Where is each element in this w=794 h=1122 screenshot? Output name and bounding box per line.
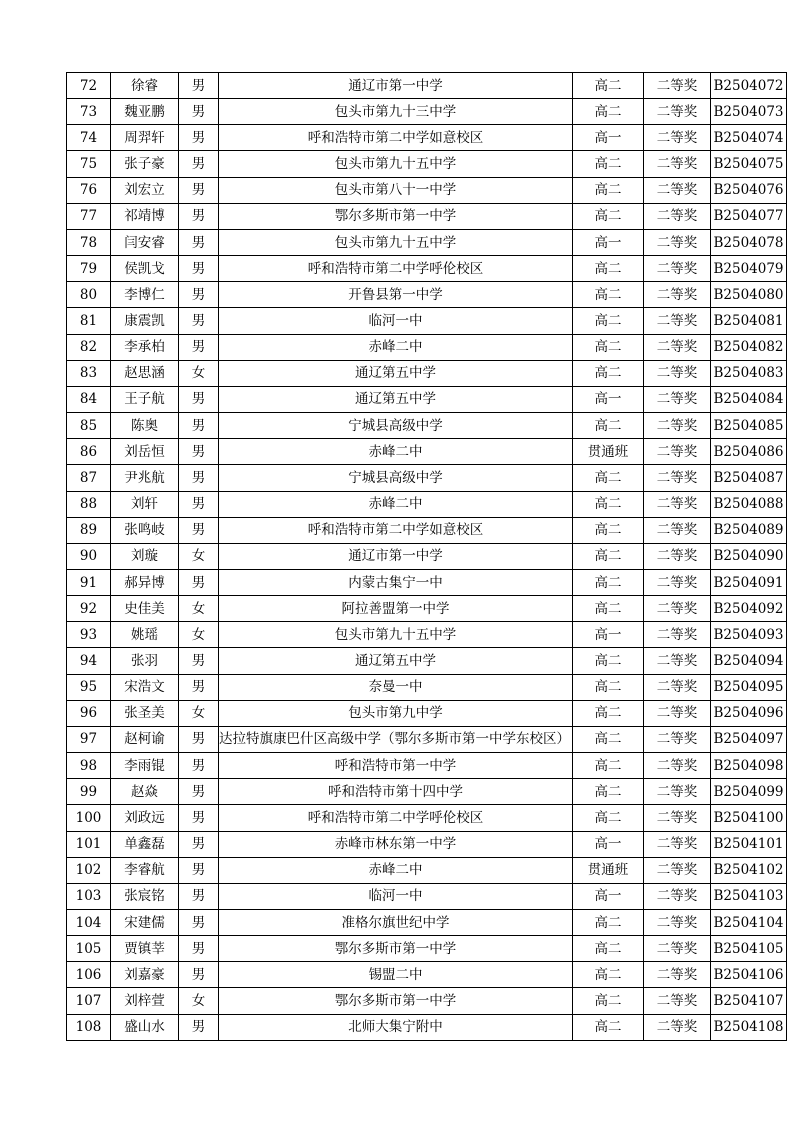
cell-student-name: 贾镇莘 [111, 936, 179, 962]
cell-school: 赤峰二中 [219, 439, 573, 465]
cell-award: 二等奖 [644, 282, 711, 308]
table-row [67, 151, 787, 177]
cell-grade: 高二 [573, 413, 644, 439]
table-row [67, 439, 787, 465]
cell-number: 92 [67, 596, 111, 622]
cell-number: 84 [67, 386, 111, 412]
table-row [67, 177, 787, 203]
cell-school: 包头市第九中学 [219, 700, 573, 726]
cell-number: 74 [67, 125, 111, 151]
cell-gender: 女 [179, 543, 219, 569]
cell-grade: 贯通班 [573, 439, 644, 465]
cell-gender: 男 [179, 648, 219, 674]
cell-student-name: 张宸铭 [111, 883, 179, 909]
cell-gender: 男 [179, 308, 219, 334]
cell-school: 准格尔旗世纪中学 [219, 910, 573, 936]
cell-student-name: 郝异博 [111, 569, 179, 595]
cell-gender: 男 [179, 805, 219, 831]
cell-school: 鄂尔多斯市第一中学 [219, 988, 573, 1014]
cell-award: 二等奖 [644, 177, 711, 203]
award-table-body [67, 73, 787, 1041]
cell-award: 二等奖 [644, 151, 711, 177]
cell-student-name: 姚瑶 [111, 622, 179, 648]
cell-student-name: 赵柯谕 [111, 726, 179, 752]
cell-student-name: 闫安睿 [111, 229, 179, 255]
cell-gender: 男 [179, 726, 219, 752]
cell-number: 82 [67, 334, 111, 360]
cell-award: 二等奖 [644, 805, 711, 831]
cell-grade: 高二 [573, 99, 644, 125]
cell-gender: 男 [179, 517, 219, 543]
cell-number: 94 [67, 648, 111, 674]
cell-gender: 男 [179, 936, 219, 962]
cell-award: 二等奖 [644, 910, 711, 936]
cell-school: 宁城县高级中学 [219, 465, 573, 491]
cell-award: 二等奖 [644, 413, 711, 439]
cell-grade: 高二 [573, 962, 644, 988]
cell-award: 二等奖 [644, 700, 711, 726]
cell-grade: 高二 [573, 569, 644, 595]
table-row [67, 465, 787, 491]
cell-school: 临河一中 [219, 883, 573, 909]
cell-student-name: 单鑫磊 [111, 831, 179, 857]
table-row [67, 334, 787, 360]
table-row [67, 596, 787, 622]
cell-gender: 女 [179, 360, 219, 386]
cell-gender: 女 [179, 988, 219, 1014]
cell-school: 呼和浩特市第二中学如意校区 [219, 125, 573, 151]
cell-grade: 高二 [573, 779, 644, 805]
cell-gender: 男 [179, 569, 219, 595]
cell-student-name: 张子豪 [111, 151, 179, 177]
cell-award: 二等奖 [644, 962, 711, 988]
cell-student-name: 刘轩 [111, 491, 179, 517]
cell-gender: 男 [179, 779, 219, 805]
cell-award: 二等奖 [644, 334, 711, 360]
cell-gender: 男 [179, 674, 219, 700]
cell-gender: 男 [179, 256, 219, 282]
table-row [67, 413, 787, 439]
cell-number: 85 [67, 413, 111, 439]
cell-student-name: 徐睿 [111, 73, 179, 99]
cell-certificate-number: B2504086 [711, 439, 787, 465]
table-row [67, 779, 787, 805]
cell-number: 89 [67, 517, 111, 543]
cell-gender: 男 [179, 386, 219, 412]
cell-number: 98 [67, 753, 111, 779]
table-row [67, 491, 787, 517]
cell-award: 二等奖 [644, 465, 711, 491]
cell-gender: 女 [179, 700, 219, 726]
cell-award: 二等奖 [644, 256, 711, 282]
cell-certificate-number: B2504091 [711, 569, 787, 595]
cell-certificate-number: B2504078 [711, 229, 787, 255]
cell-grade: 高二 [573, 648, 644, 674]
cell-number: 99 [67, 779, 111, 805]
cell-school: 通辽第五中学 [219, 360, 573, 386]
cell-certificate-number: B2504084 [711, 386, 787, 412]
table-row [67, 962, 787, 988]
cell-gender: 男 [179, 203, 219, 229]
cell-certificate-number: B2504108 [711, 1014, 787, 1040]
cell-school: 包头市第八十一中学 [219, 177, 573, 203]
cell-gender: 男 [179, 857, 219, 883]
cell-certificate-number: B2504077 [711, 203, 787, 229]
cell-certificate-number: B2504082 [711, 334, 787, 360]
cell-grade: 高二 [573, 360, 644, 386]
table-row [67, 517, 787, 543]
cell-number: 96 [67, 700, 111, 726]
cell-grade: 高二 [573, 73, 644, 99]
cell-grade: 高二 [573, 282, 644, 308]
cell-gender: 男 [179, 439, 219, 465]
cell-student-name: 尹兆航 [111, 465, 179, 491]
cell-gender: 男 [179, 491, 219, 517]
cell-certificate-number: B2504093 [711, 622, 787, 648]
cell-certificate-number: B2504107 [711, 988, 787, 1014]
table-row [67, 753, 787, 779]
cell-student-name: 康震凯 [111, 308, 179, 334]
cell-school: 临河一中 [219, 308, 573, 334]
cell-grade: 高二 [573, 753, 644, 779]
cell-award: 二等奖 [644, 543, 711, 569]
cell-number: 93 [67, 622, 111, 648]
cell-number: 103 [67, 883, 111, 909]
cell-award: 二等奖 [644, 308, 711, 334]
cell-number: 72 [67, 73, 111, 99]
cell-gender: 男 [179, 962, 219, 988]
cell-award: 二等奖 [644, 648, 711, 674]
cell-student-name: 李承柏 [111, 334, 179, 360]
table-row [67, 256, 787, 282]
table-row [67, 308, 787, 334]
cell-student-name: 张鸣岐 [111, 517, 179, 543]
cell-school: 呼和浩特市第二中学呼伦校区 [219, 256, 573, 282]
cell-award: 二等奖 [644, 596, 711, 622]
cell-gender: 男 [179, 177, 219, 203]
table-row [67, 125, 787, 151]
cell-school: 包头市第九十三中学 [219, 99, 573, 125]
cell-grade: 高二 [573, 543, 644, 569]
cell-grade: 高一 [573, 883, 644, 909]
cell-grade: 高一 [573, 386, 644, 412]
cell-award: 二等奖 [644, 491, 711, 517]
cell-certificate-number: B2504076 [711, 177, 787, 203]
table-row [67, 910, 787, 936]
cell-gender: 男 [179, 73, 219, 99]
cell-gender: 男 [179, 334, 219, 360]
table-row [67, 543, 787, 569]
cell-number: 108 [67, 1014, 111, 1040]
cell-student-name: 盛山水 [111, 1014, 179, 1040]
school-name-text: 达拉特旗康巴什区高级中学（鄂尔多斯市第一中学东校区） [219, 731, 570, 748]
cell-certificate-number: B2504073 [711, 99, 787, 125]
cell-award: 二等奖 [644, 360, 711, 386]
cell-grade: 高二 [573, 334, 644, 360]
cell-school: 通辽第五中学 [219, 386, 573, 412]
cell-certificate-number: B2504087 [711, 465, 787, 491]
cell-award: 二等奖 [644, 386, 711, 412]
cell-certificate-number: B2504106 [711, 962, 787, 988]
cell-award: 二等奖 [644, 1014, 711, 1040]
cell-school: 通辽市第一中学 [219, 543, 573, 569]
cell-grade: 高一 [573, 831, 644, 857]
cell-number: 88 [67, 491, 111, 517]
cell-gender: 男 [179, 883, 219, 909]
cell-certificate-number: B2504101 [711, 831, 787, 857]
cell-student-name: 刘梓萱 [111, 988, 179, 1014]
cell-gender: 女 [179, 622, 219, 648]
table-row [67, 648, 787, 674]
cell-number: 91 [67, 569, 111, 595]
cell-award: 二等奖 [644, 779, 711, 805]
cell-gender: 男 [179, 910, 219, 936]
cell-gender: 男 [179, 151, 219, 177]
cell-number: 86 [67, 439, 111, 465]
cell-certificate-number: B2504083 [711, 360, 787, 386]
cell-certificate-number: B2504098 [711, 753, 787, 779]
cell-school: 奈曼一中 [219, 674, 573, 700]
cell-certificate-number: B2504102 [711, 857, 787, 883]
cell-award: 二等奖 [644, 203, 711, 229]
cell-number: 106 [67, 962, 111, 988]
cell-award: 二等奖 [644, 753, 711, 779]
cell-certificate-number: B2504103 [711, 883, 787, 909]
cell-student-name: 赵焱 [111, 779, 179, 805]
cell-gender: 男 [179, 99, 219, 125]
cell-grade: 高二 [573, 308, 644, 334]
cell-number: 107 [67, 988, 111, 1014]
cell-grade: 高二 [573, 805, 644, 831]
cell-award: 二等奖 [644, 517, 711, 543]
cell-school: 赤峰市林东第一中学 [219, 831, 573, 857]
cell-award: 二等奖 [644, 936, 711, 962]
cell-school: 呼和浩特市第十四中学 [219, 779, 573, 805]
cell-certificate-number: B2504075 [711, 151, 787, 177]
cell-student-name: 侯凯戈 [111, 256, 179, 282]
cell-student-name: 张羽 [111, 648, 179, 674]
cell-award: 二等奖 [644, 883, 711, 909]
cell-school: 包头市第九十五中学 [219, 151, 573, 177]
cell-student-name: 张圣美 [111, 700, 179, 726]
cell-student-name: 周羿轩 [111, 125, 179, 151]
table-row [67, 883, 787, 909]
cell-grade: 贯通班 [573, 857, 644, 883]
cell-school: 宁城县高级中学 [219, 413, 573, 439]
cell-certificate-number: B2504072 [711, 73, 787, 99]
table-row [67, 936, 787, 962]
cell-school: 赤峰二中 [219, 334, 573, 360]
cell-award: 二等奖 [644, 229, 711, 255]
cell-award: 二等奖 [644, 857, 711, 883]
cell-student-name: 魏亚鹏 [111, 99, 179, 125]
cell-award: 二等奖 [644, 674, 711, 700]
award-list-table [66, 72, 787, 1041]
cell-grade: 高二 [573, 596, 644, 622]
cell-school: 呼和浩特市第二中学呼伦校区 [219, 805, 573, 831]
cell-student-name: 李睿航 [111, 857, 179, 883]
cell-school: 赤峰二中 [219, 491, 573, 517]
cell-school [219, 726, 573, 752]
cell-school: 呼和浩特市第一中学 [219, 753, 573, 779]
cell-gender: 男 [179, 229, 219, 255]
cell-grade: 高一 [573, 229, 644, 255]
cell-certificate-number: B2504097 [711, 726, 787, 752]
cell-student-name: 刘岳恒 [111, 439, 179, 465]
cell-number: 97 [67, 726, 111, 752]
cell-number: 87 [67, 465, 111, 491]
cell-student-name: 宋建儒 [111, 910, 179, 936]
cell-student-name: 刘政远 [111, 805, 179, 831]
cell-grade: 高一 [573, 622, 644, 648]
cell-number: 75 [67, 151, 111, 177]
cell-grade: 高二 [573, 726, 644, 752]
cell-gender: 男 [179, 753, 219, 779]
table-row [67, 674, 787, 700]
cell-grade: 高二 [573, 517, 644, 543]
cell-certificate-number: B2504100 [711, 805, 787, 831]
cell-school: 开鲁县第一中学 [219, 282, 573, 308]
cell-award: 二等奖 [644, 73, 711, 99]
table-row [67, 99, 787, 125]
cell-student-name: 李博仁 [111, 282, 179, 308]
cell-number: 102 [67, 857, 111, 883]
table-row [67, 988, 787, 1014]
cell-certificate-number: B2504081 [711, 308, 787, 334]
cell-gender: 男 [179, 125, 219, 151]
cell-student-name: 史佳美 [111, 596, 179, 622]
cell-school: 包头市第九十五中学 [219, 229, 573, 255]
cell-certificate-number: B2504105 [711, 936, 787, 962]
cell-school: 鄂尔多斯市第一中学 [219, 203, 573, 229]
cell-grade: 高二 [573, 256, 644, 282]
cell-number: 90 [67, 543, 111, 569]
cell-certificate-number: B2504074 [711, 125, 787, 151]
cell-number: 78 [67, 229, 111, 255]
cell-grade: 高二 [573, 491, 644, 517]
cell-school: 呼和浩特市第二中学如意校区 [219, 517, 573, 543]
cell-student-name: 祁靖博 [111, 203, 179, 229]
table-row [67, 229, 787, 255]
cell-grade: 高二 [573, 151, 644, 177]
cell-student-name: 刘宏立 [111, 177, 179, 203]
cell-certificate-number: B2504096 [711, 700, 787, 726]
cell-school: 包头市第九十五中学 [219, 622, 573, 648]
cell-grade: 高一 [573, 125, 644, 151]
cell-number: 95 [67, 674, 111, 700]
cell-school: 阿拉善盟第一中学 [219, 596, 573, 622]
cell-school: 通辽市第一中学 [219, 73, 573, 99]
cell-number: 104 [67, 910, 111, 936]
cell-certificate-number: B2504080 [711, 282, 787, 308]
cell-number: 80 [67, 282, 111, 308]
cell-award: 二等奖 [644, 622, 711, 648]
cell-award: 二等奖 [644, 988, 711, 1014]
table-row [67, 857, 787, 883]
cell-certificate-number: B2504099 [711, 779, 787, 805]
cell-gender: 女 [179, 596, 219, 622]
cell-number: 81 [67, 308, 111, 334]
cell-school: 北师大集宁附中 [219, 1014, 573, 1040]
cell-certificate-number: B2504088 [711, 491, 787, 517]
cell-certificate-number: B2504089 [711, 517, 787, 543]
cell-grade: 高二 [573, 988, 644, 1014]
cell-student-name: 刘璇 [111, 543, 179, 569]
cell-student-name: 陈奥 [111, 413, 179, 439]
cell-award: 二等奖 [644, 831, 711, 857]
table-row [67, 73, 787, 99]
table-row [67, 805, 787, 831]
cell-gender: 男 [179, 1014, 219, 1040]
cell-number: 101 [67, 831, 111, 857]
cell-certificate-number: B2504104 [711, 910, 787, 936]
table-row [67, 360, 787, 386]
cell-certificate-number: B2504092 [711, 596, 787, 622]
cell-certificate-number: B2504085 [711, 413, 787, 439]
cell-student-name: 刘嘉豪 [111, 962, 179, 988]
cell-number: 73 [67, 99, 111, 125]
cell-grade: 高二 [573, 674, 644, 700]
cell-number: 100 [67, 805, 111, 831]
cell-number: 77 [67, 203, 111, 229]
cell-gender: 男 [179, 282, 219, 308]
table-row [67, 700, 787, 726]
table-row [67, 726, 787, 752]
cell-student-name: 李雨锟 [111, 753, 179, 779]
table-row [67, 622, 787, 648]
table-row [67, 386, 787, 412]
cell-school: 通辽第五中学 [219, 648, 573, 674]
cell-grade: 高二 [573, 177, 644, 203]
table-row [67, 569, 787, 595]
cell-student-name: 赵思涵 [111, 360, 179, 386]
cell-gender: 男 [179, 831, 219, 857]
cell-certificate-number: B2504094 [711, 648, 787, 674]
table-row [67, 1014, 787, 1040]
cell-school: 鄂尔多斯市第一中学 [219, 936, 573, 962]
cell-gender: 男 [179, 413, 219, 439]
cell-award: 二等奖 [644, 726, 711, 752]
cell-school: 锡盟二中 [219, 962, 573, 988]
cell-grade: 高二 [573, 936, 644, 962]
cell-school: 内蒙古集宁一中 [219, 569, 573, 595]
cell-number: 79 [67, 256, 111, 282]
cell-award: 二等奖 [644, 439, 711, 465]
cell-grade: 高二 [573, 465, 644, 491]
cell-award: 二等奖 [644, 99, 711, 125]
cell-gender: 男 [179, 465, 219, 491]
cell-number: 76 [67, 177, 111, 203]
cell-grade: 高二 [573, 700, 644, 726]
cell-certificate-number: B2504090 [711, 543, 787, 569]
cell-award: 二等奖 [644, 125, 711, 151]
cell-student-name: 宋浩文 [111, 674, 179, 700]
cell-certificate-number: B2504095 [711, 674, 787, 700]
table-row [67, 203, 787, 229]
cell-student-name: 王子航 [111, 386, 179, 412]
cell-certificate-number: B2504079 [711, 256, 787, 282]
table-row [67, 831, 787, 857]
cell-number: 83 [67, 360, 111, 386]
cell-school: 赤峰二中 [219, 857, 573, 883]
cell-grade: 高二 [573, 203, 644, 229]
cell-grade: 高二 [573, 1014, 644, 1040]
cell-number: 105 [67, 936, 111, 962]
cell-grade: 高二 [573, 910, 644, 936]
table-row [67, 282, 787, 308]
cell-award: 二等奖 [644, 569, 711, 595]
